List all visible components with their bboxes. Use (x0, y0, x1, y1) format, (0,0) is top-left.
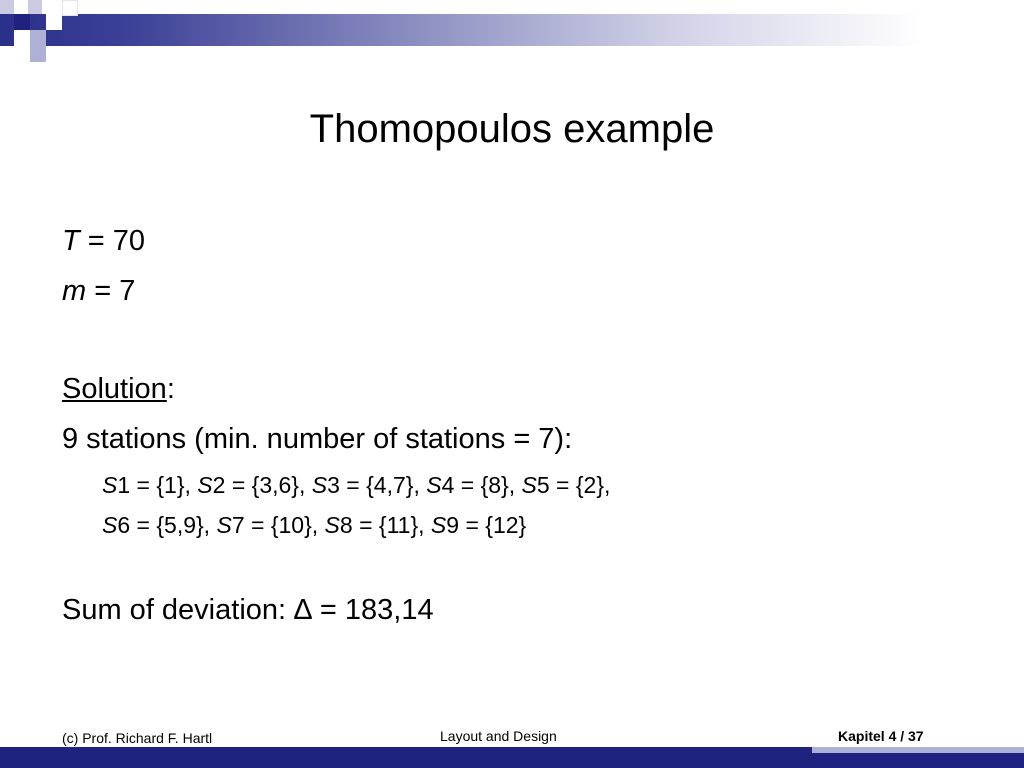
decor-square (14, 30, 30, 46)
station-assignment: 1 = {1}, (117, 472, 198, 498)
solution-label: Solution (62, 373, 167, 405)
assignment-row-2 (102, 511, 526, 539)
station-assignment: 3 = {4,7}, (327, 472, 427, 498)
footer-chapter: Kapitel 4 / 37 (838, 728, 924, 744)
station-symbol: S (311, 472, 328, 498)
header-gradient-band (0, 14, 1024, 46)
station-assignment: 4 = {8}, (441, 472, 522, 498)
slide-title: Thomopoulos example (309, 107, 715, 151)
station-symbol: S (197, 472, 213, 498)
station-symbol: S (324, 512, 340, 538)
deviation-line: Sum of deviation: ∆ = 183,14 (62, 594, 434, 626)
station-assignment: 2 = {3,6}, (212, 472, 312, 498)
station-symbol: S (102, 472, 118, 498)
decor-square (30, 30, 46, 46)
solution-colon: : (166, 373, 175, 405)
assignment-row-1 (102, 471, 610, 499)
footer-course: Layout and Design (440, 728, 557, 744)
footer-author: (c) Prof. Richard F. Hartl (62, 730, 213, 746)
param-symbol: m (62, 275, 87, 307)
station-symbol: S (430, 512, 447, 538)
param-symbol: T (62, 225, 80, 257)
param-t (62, 224, 145, 258)
decor-square (62, 0, 78, 16)
station-symbol: S (102, 512, 118, 538)
decor-square (28, 0, 42, 14)
station-symbol: S (521, 472, 537, 498)
decor-square (14, 14, 30, 30)
station-symbol: S (426, 472, 442, 498)
station-assignment: 7 = {10}, (231, 512, 325, 538)
param-value: = 7 (86, 275, 136, 307)
decor-square (0, 0, 14, 14)
station-assignment: 8 = {11}, (339, 512, 431, 538)
param-m (62, 274, 135, 308)
station-assignment: 6 = {5,9}, (117, 512, 217, 538)
decor-square (46, 14, 62, 30)
stations-line: 9 stations (min. number of stations = 7): (62, 423, 573, 455)
station-assignment: 9 = {12} (446, 512, 527, 538)
station-symbol: S (216, 512, 232, 538)
solution-heading (62, 372, 175, 406)
footer-accent (812, 747, 1024, 753)
station-assignment: 5 = {2}, (536, 472, 611, 498)
decor-square (30, 46, 46, 62)
param-value: = 70 (79, 225, 146, 257)
